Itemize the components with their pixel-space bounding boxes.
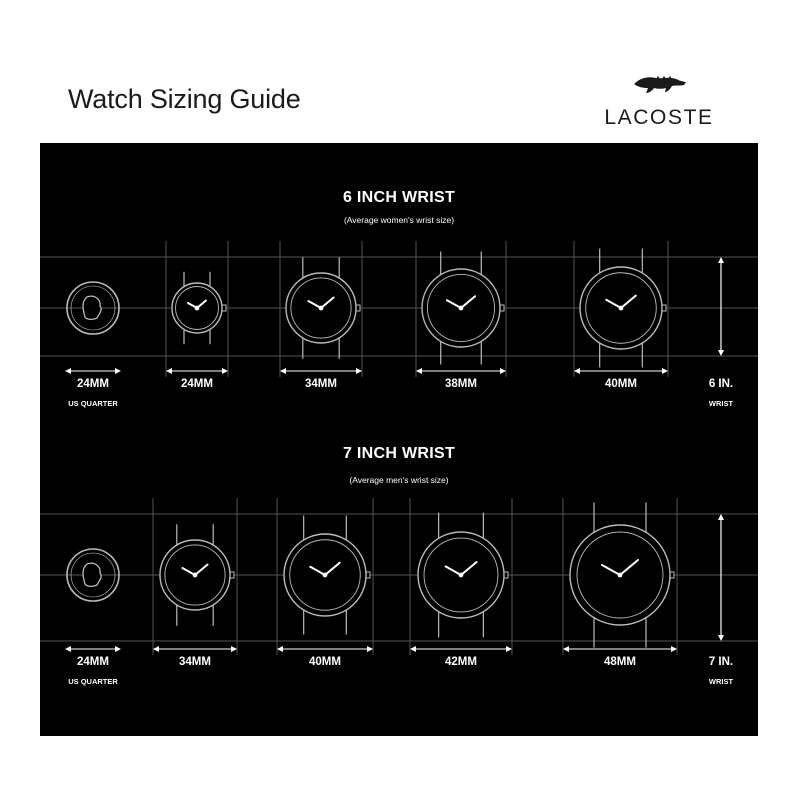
wrist-size-label: 6 IN. — [708, 378, 734, 390]
arrow-head — [506, 646, 512, 652]
coin-portrait — [83, 563, 101, 586]
watch-size-label: 34MM — [179, 656, 211, 668]
watch-center — [193, 573, 198, 578]
coin-name-label: US QUARTER — [68, 399, 118, 408]
wrist-name-label: WRIST — [708, 399, 734, 408]
arrow-head — [718, 635, 724, 641]
sizing-panel — [40, 143, 758, 736]
sizing-illustration — [40, 143, 758, 736]
watch-center — [618, 573, 623, 578]
arrow-head — [356, 368, 362, 374]
arrow-head — [65, 368, 71, 374]
arrow-head — [222, 368, 228, 374]
watch-center — [323, 573, 328, 578]
arrow-head — [416, 368, 422, 374]
watch-size-label: 34MM — [305, 378, 337, 390]
coin-portrait — [83, 296, 101, 319]
arrow-head — [115, 368, 121, 374]
arrow-head — [662, 368, 668, 374]
brand-name: LACOSTE — [604, 106, 714, 129]
arrow-head — [115, 646, 121, 652]
coin-size-label: 24MM — [77, 656, 109, 668]
watch-size-label: 38MM — [445, 378, 477, 390]
arrow-head — [574, 368, 580, 374]
arrow-head — [563, 646, 569, 652]
section-subtitle: (Average men's wrist size) — [349, 475, 449, 485]
brand-logo — [596, 70, 722, 130]
wrist-size-label: 7 IN. — [708, 656, 734, 668]
watch-center — [619, 306, 624, 311]
arrow-head — [277, 646, 283, 652]
arrow-head — [500, 368, 506, 374]
wrist-name-label: WRIST — [708, 677, 734, 686]
watch-size-label: 42MM — [445, 656, 477, 668]
arrow-head — [367, 646, 373, 652]
section-title: 7 INCH WRIST — [342, 445, 456, 462]
watch-size-label: 24MM — [181, 378, 213, 390]
section-title: 6 INCH WRIST — [342, 189, 456, 206]
page-title: Watch Sizing Guide — [68, 84, 301, 114]
coin-name-label: US QUARTER — [68, 677, 118, 686]
arrow-head — [166, 368, 172, 374]
arrow-head — [718, 514, 724, 520]
watch-size-label: 40MM — [309, 656, 341, 668]
watch-center — [319, 306, 324, 311]
section-subtitle: (Average women's wrist size) — [343, 215, 455, 225]
arrow-head — [153, 646, 159, 652]
watch-size-label: 48MM — [604, 656, 636, 668]
arrow-head — [671, 646, 677, 652]
crocodile-icon — [632, 70, 688, 98]
coin-size-label: 24MM — [77, 378, 109, 390]
watch-center — [459, 306, 464, 311]
arrow-head — [718, 257, 724, 263]
arrow-head — [410, 646, 416, 652]
arrow-head — [280, 368, 286, 374]
watch-size-label: 40MM — [605, 378, 637, 390]
arrow-head — [231, 646, 237, 652]
watch-center — [459, 573, 464, 578]
watch-center — [195, 306, 200, 311]
arrow-head — [65, 646, 71, 652]
arrow-head — [718, 350, 724, 356]
